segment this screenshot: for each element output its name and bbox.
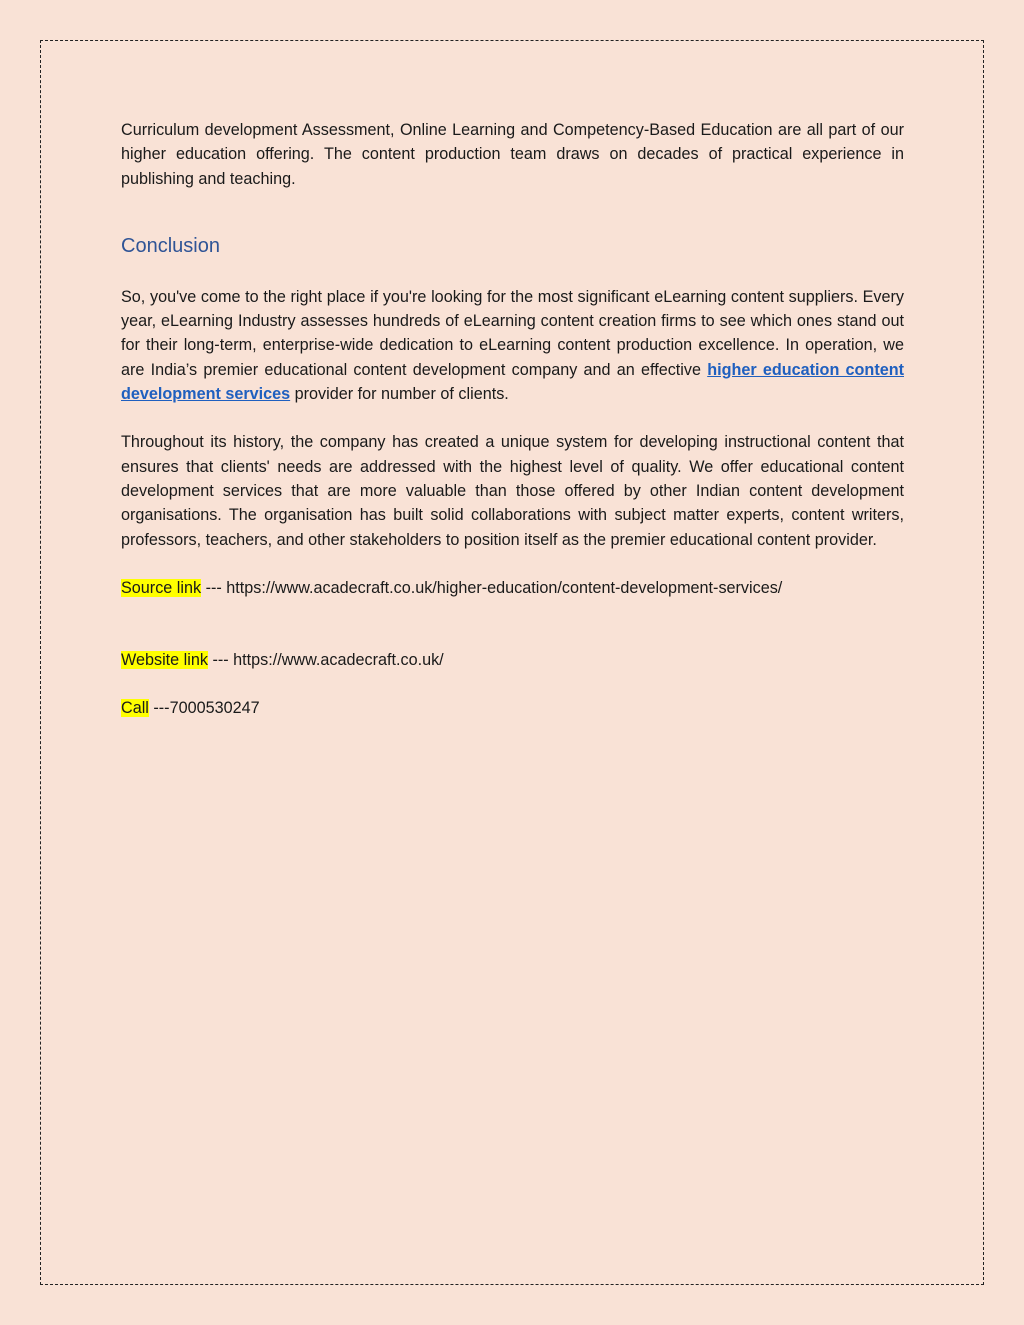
website-separator: --- [207, 651, 234, 670]
source-link-label: Source link [121, 578, 202, 597]
conclusion-text-before-link: So, you've come to the right place if you're looking for the most significant eLearning content suppliers. Every year, eLearning Industry assesses hundreds of eLearning content creation firms to see which ones stand out for their long-term, enterprise-wide dedication to eLearning content production excellence. In operation, we are India’s premier educational content development company and an effective [121, 287, 904, 379]
call-label: Call [121, 699, 149, 718]
call-separator: --- [148, 699, 170, 718]
conclusion-heading: Conclusion [121, 234, 220, 257]
source-link-line [121, 576, 904, 600]
website-link-label: Website link [121, 651, 208, 670]
higher-education-services-link[interactable]: higher education content development services [121, 360, 904, 404]
conclusion-paragraph-2: Throughout its history, the company has created a unique system for developing instructional content that ensures that clients' needs are addressed with the highest level of quality. We offer educational content development services that are more valuable than those offered by other Indian content development organisations. The organisation has built solid collaborations with subject matter experts, content writers, professors, teachers, and other stakeholders to position itself as the premier educational content provider. [121, 433, 904, 549]
source-separator: --- [201, 578, 227, 597]
document-body [121, 118, 904, 721]
source-url[interactable]: https://www.acadecraft.co.uk/higher-education/content-development-services/ [226, 578, 783, 597]
website-link-line [121, 648, 904, 672]
conclusion-text-after-link: provider for number of clients. [290, 385, 509, 404]
call-line [121, 696, 904, 720]
call-number[interactable]: 7000530247 [169, 699, 260, 718]
conclusion-paragraph-1 [121, 285, 904, 406]
website-url[interactable]: https://www.acadecraft.co.uk/ [233, 651, 444, 670]
intro-paragraph: Curriculum development Assessment, Online Learning and Competency-Based Education are all part of our higher education offering. The content production team draws on decades of practical experience in publishing and teaching. [121, 121, 904, 188]
